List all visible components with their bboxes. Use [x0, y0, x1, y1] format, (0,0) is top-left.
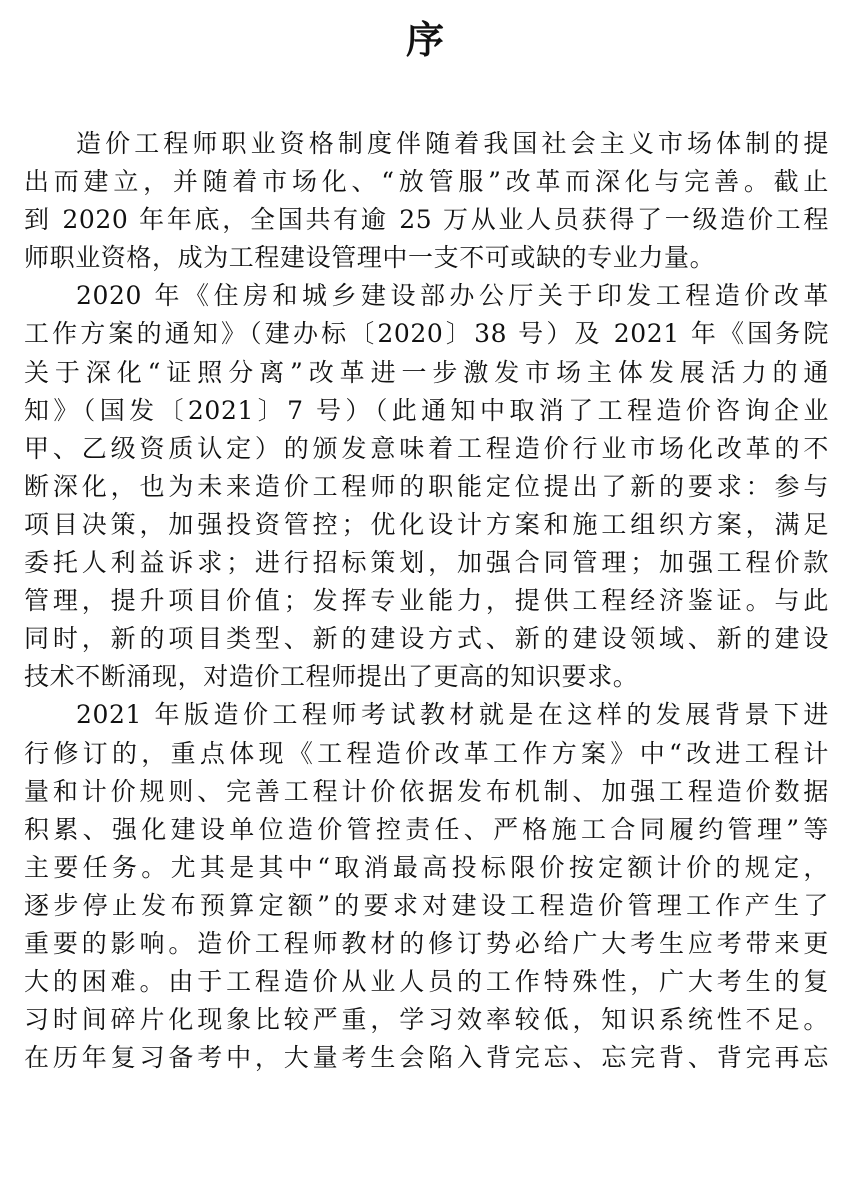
text-line: 造价工程师职业资格制度伴随着我国社会主义市场体制的提	[76, 129, 829, 158]
text-line: 甲、乙级资质认定）的颁发意味着工程造价行业市场化改革的不	[24, 433, 829, 463]
page-title: 序	[405, 17, 446, 62]
text-line: 重要的影响。造价工程师教材的修订势必给广大考生应考带来更	[24, 928, 829, 958]
text-line: 管理，提升项目价值；发挥专业能力，提供工程经济鉴证。与此	[24, 586, 829, 616]
text-line: 项目决策，加强投资管控；优化设计方案和施工组织方案，满足	[24, 509, 829, 539]
text-line: 积累、强化建设单位造价管控责任、严格施工合同履约管理”等	[24, 814, 829, 844]
text-line: 到 2020 年年底，全国共有逾 25 万从业人员获得了一级造价工程	[24, 205, 829, 235]
text-line: 技术不断涌现，对造价工程师提出了更高的知识要求。	[24, 662, 639, 692]
paragraph-3	[24, 696, 829, 1077]
text-line: 委托人利益诉求；进行招标策划，加强合同管理；加强工程价款	[24, 548, 829, 578]
text-line: 知》（国发〔2021〕7 号）（此通知中取消了工程造价咨询企业	[24, 395, 829, 425]
text-line: 在历年复习备考中，大量考生会陷入背完忘、忘完背、背完再忘	[24, 1043, 829, 1073]
text-line: 2020 年《住房和城乡建设部办公厅关于印发工程造价改革	[76, 281, 829, 311]
text-line: 习时间碎片化现象比较严重，学习效率较低，知识系统性不足。	[24, 1005, 829, 1035]
text-line: 同时，新的项目类型、新的建设方式、新的建设领域、新的建设	[24, 624, 829, 654]
text-line: 行修订的，重点体现《工程造价改革工作方案》中“改进工程计	[24, 738, 829, 768]
text-line: 2021 年版造价工程师考试教材就是在这样的发展背景下进	[76, 700, 829, 730]
text-line: 逐步停止发布预算定额”的要求对建设工程造价管理工作产生了	[24, 890, 829, 920]
text-line: 师职业资格，成为工程建设管理中一支不可或缺的专业力量。	[24, 243, 716, 273]
text-line: 断深化，也为未来造价工程师的职能定位提出了新的要求：参与	[24, 471, 829, 501]
text-line: 量和计价规则、完善工程计价依据发布机制、加强工程造价数据	[24, 776, 829, 806]
body-text	[24, 125, 829, 1077]
paragraph-2	[24, 277, 829, 696]
paragraph-1	[24, 125, 829, 277]
text-line: 主要任务。尤其是其中“取消最高投标限价按定额计价的规定，	[24, 852, 829, 882]
text-line: 工作方案的通知》（建办标〔2020〕38 号）及 2021 年《国务院	[24, 319, 829, 349]
text-line: 大的困难。由于工程造价从业人员的工作特殊性，广大考生的复	[24, 967, 829, 997]
text-line: 关于深化“证照分离”改革进一步激发市场主体发展活力的通	[24, 357, 829, 387]
text-line: 出而建立，并随着市场化、“放管服”改革而深化与完善。截止	[24, 167, 829, 197]
